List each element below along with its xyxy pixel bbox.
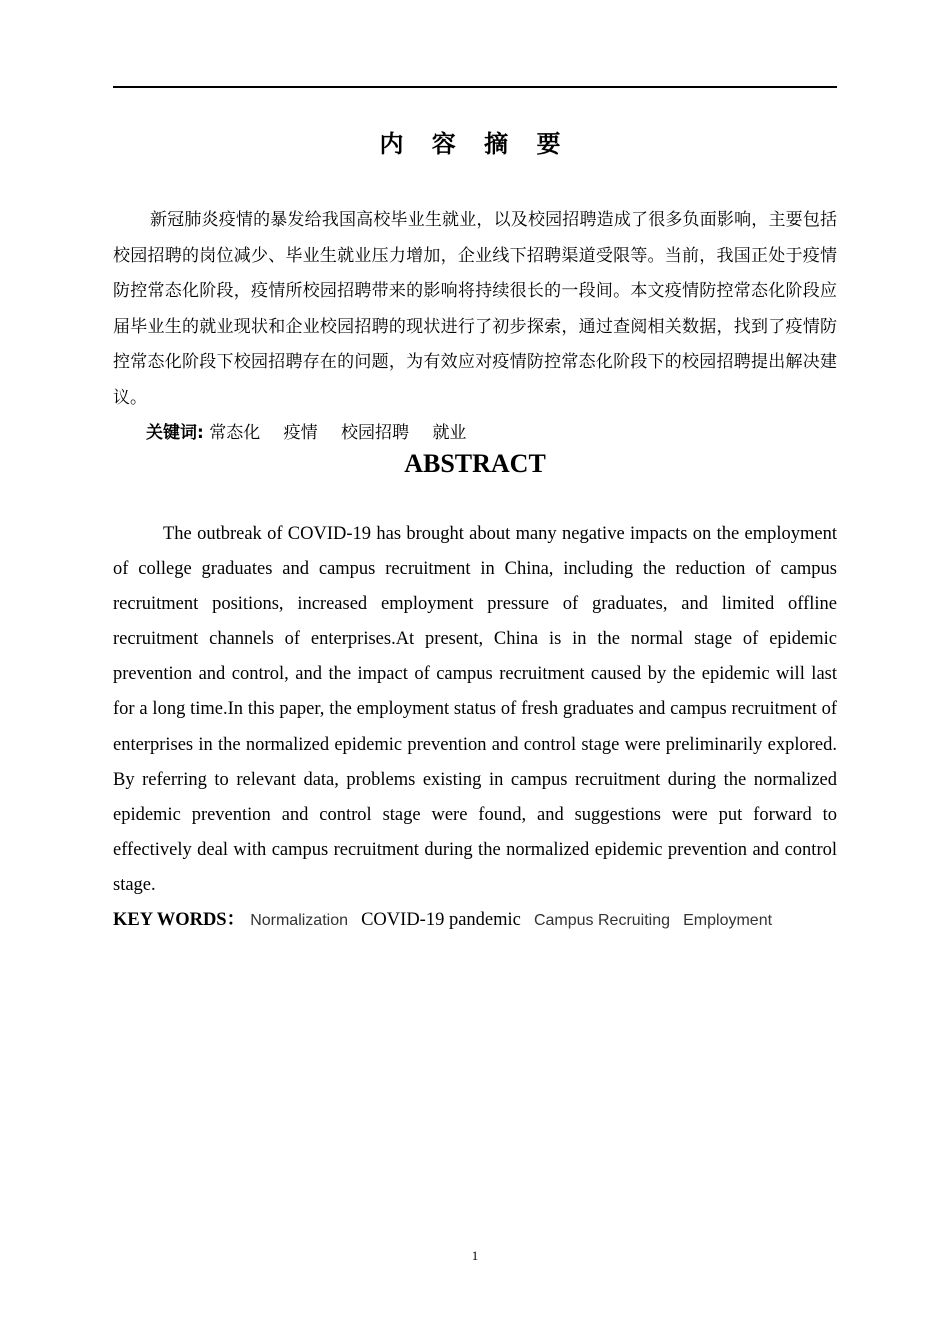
chinese-keyword: 就业 (432, 423, 467, 443)
english-keyword: Normalization (250, 912, 348, 929)
english-keywords-label: KEY WORDS： (113, 910, 246, 930)
english-keyword: Employment (683, 912, 773, 929)
chinese-keyword: 校园招聘 (341, 423, 410, 443)
chinese-keyword: 常态化 (209, 423, 261, 443)
page-number: 1 (471, 1248, 479, 1263)
english-keywords (113, 905, 780, 936)
chinese-abstract-body: 新冠肺炎疫情的暴发给我国高校毕业生就业，以及校园招聘造成了很多负面影响，主要包括校园招聘的岗位减少、毕业生就业压力增加，企业线下招聘渠道受限等。当前，我国正处于疫情防控常态化阶段，疫情所校园招聘带来的影响将持续很长的一段间。本文疫情防控常态化阶段应届毕业生的就业现状和企业校园招聘的现状进行了初步探索，通过查阅相关数据，找到了疫情防控常态化阶段下校园招聘存在的问题，为有效应对疫情防控常态化阶段下的校园招聘提出解决建议。 (113, 210, 837, 408)
chinese-keyword: 疫情 (283, 423, 318, 443)
english-abstract-body: The outbreak of COVID-19 has brought about many negative impacts on the employment of college graduates and campus recruitment in China, including the reduction of campus recruitment positions, increased employment pressure of graduates, and limited offline recruitment channels of enterprises.At present, China is in the normal stage of epidemic prevention and control, and the impact of campus recruitment caused by the epidemic will last for a long time.In this paper, the employment status of fresh graduates and campus recruitment of enterprises in the normalized epidemic prevention and control stage were preliminarily explored. By referring to relevant data, problems existing in campus recruitment during the normalized epidemic prevention and control stage were found, and suggestions were put forward to effectively deal with campus recruitment during the normalized epidemic prevention and control stage. (113, 524, 837, 895)
header-rule (113, 86, 837, 88)
chinese-abstract-title: 内 容 摘 要 (379, 130, 571, 158)
english-keyword: COVID-19 pandemic (361, 910, 521, 930)
english-keyword: Campus Recruiting (533, 912, 671, 929)
english-abstract-title: ABSTRACT (404, 449, 546, 478)
chinese-keywords-label: 关键词: (146, 423, 204, 443)
chinese-keywords (146, 418, 484, 448)
